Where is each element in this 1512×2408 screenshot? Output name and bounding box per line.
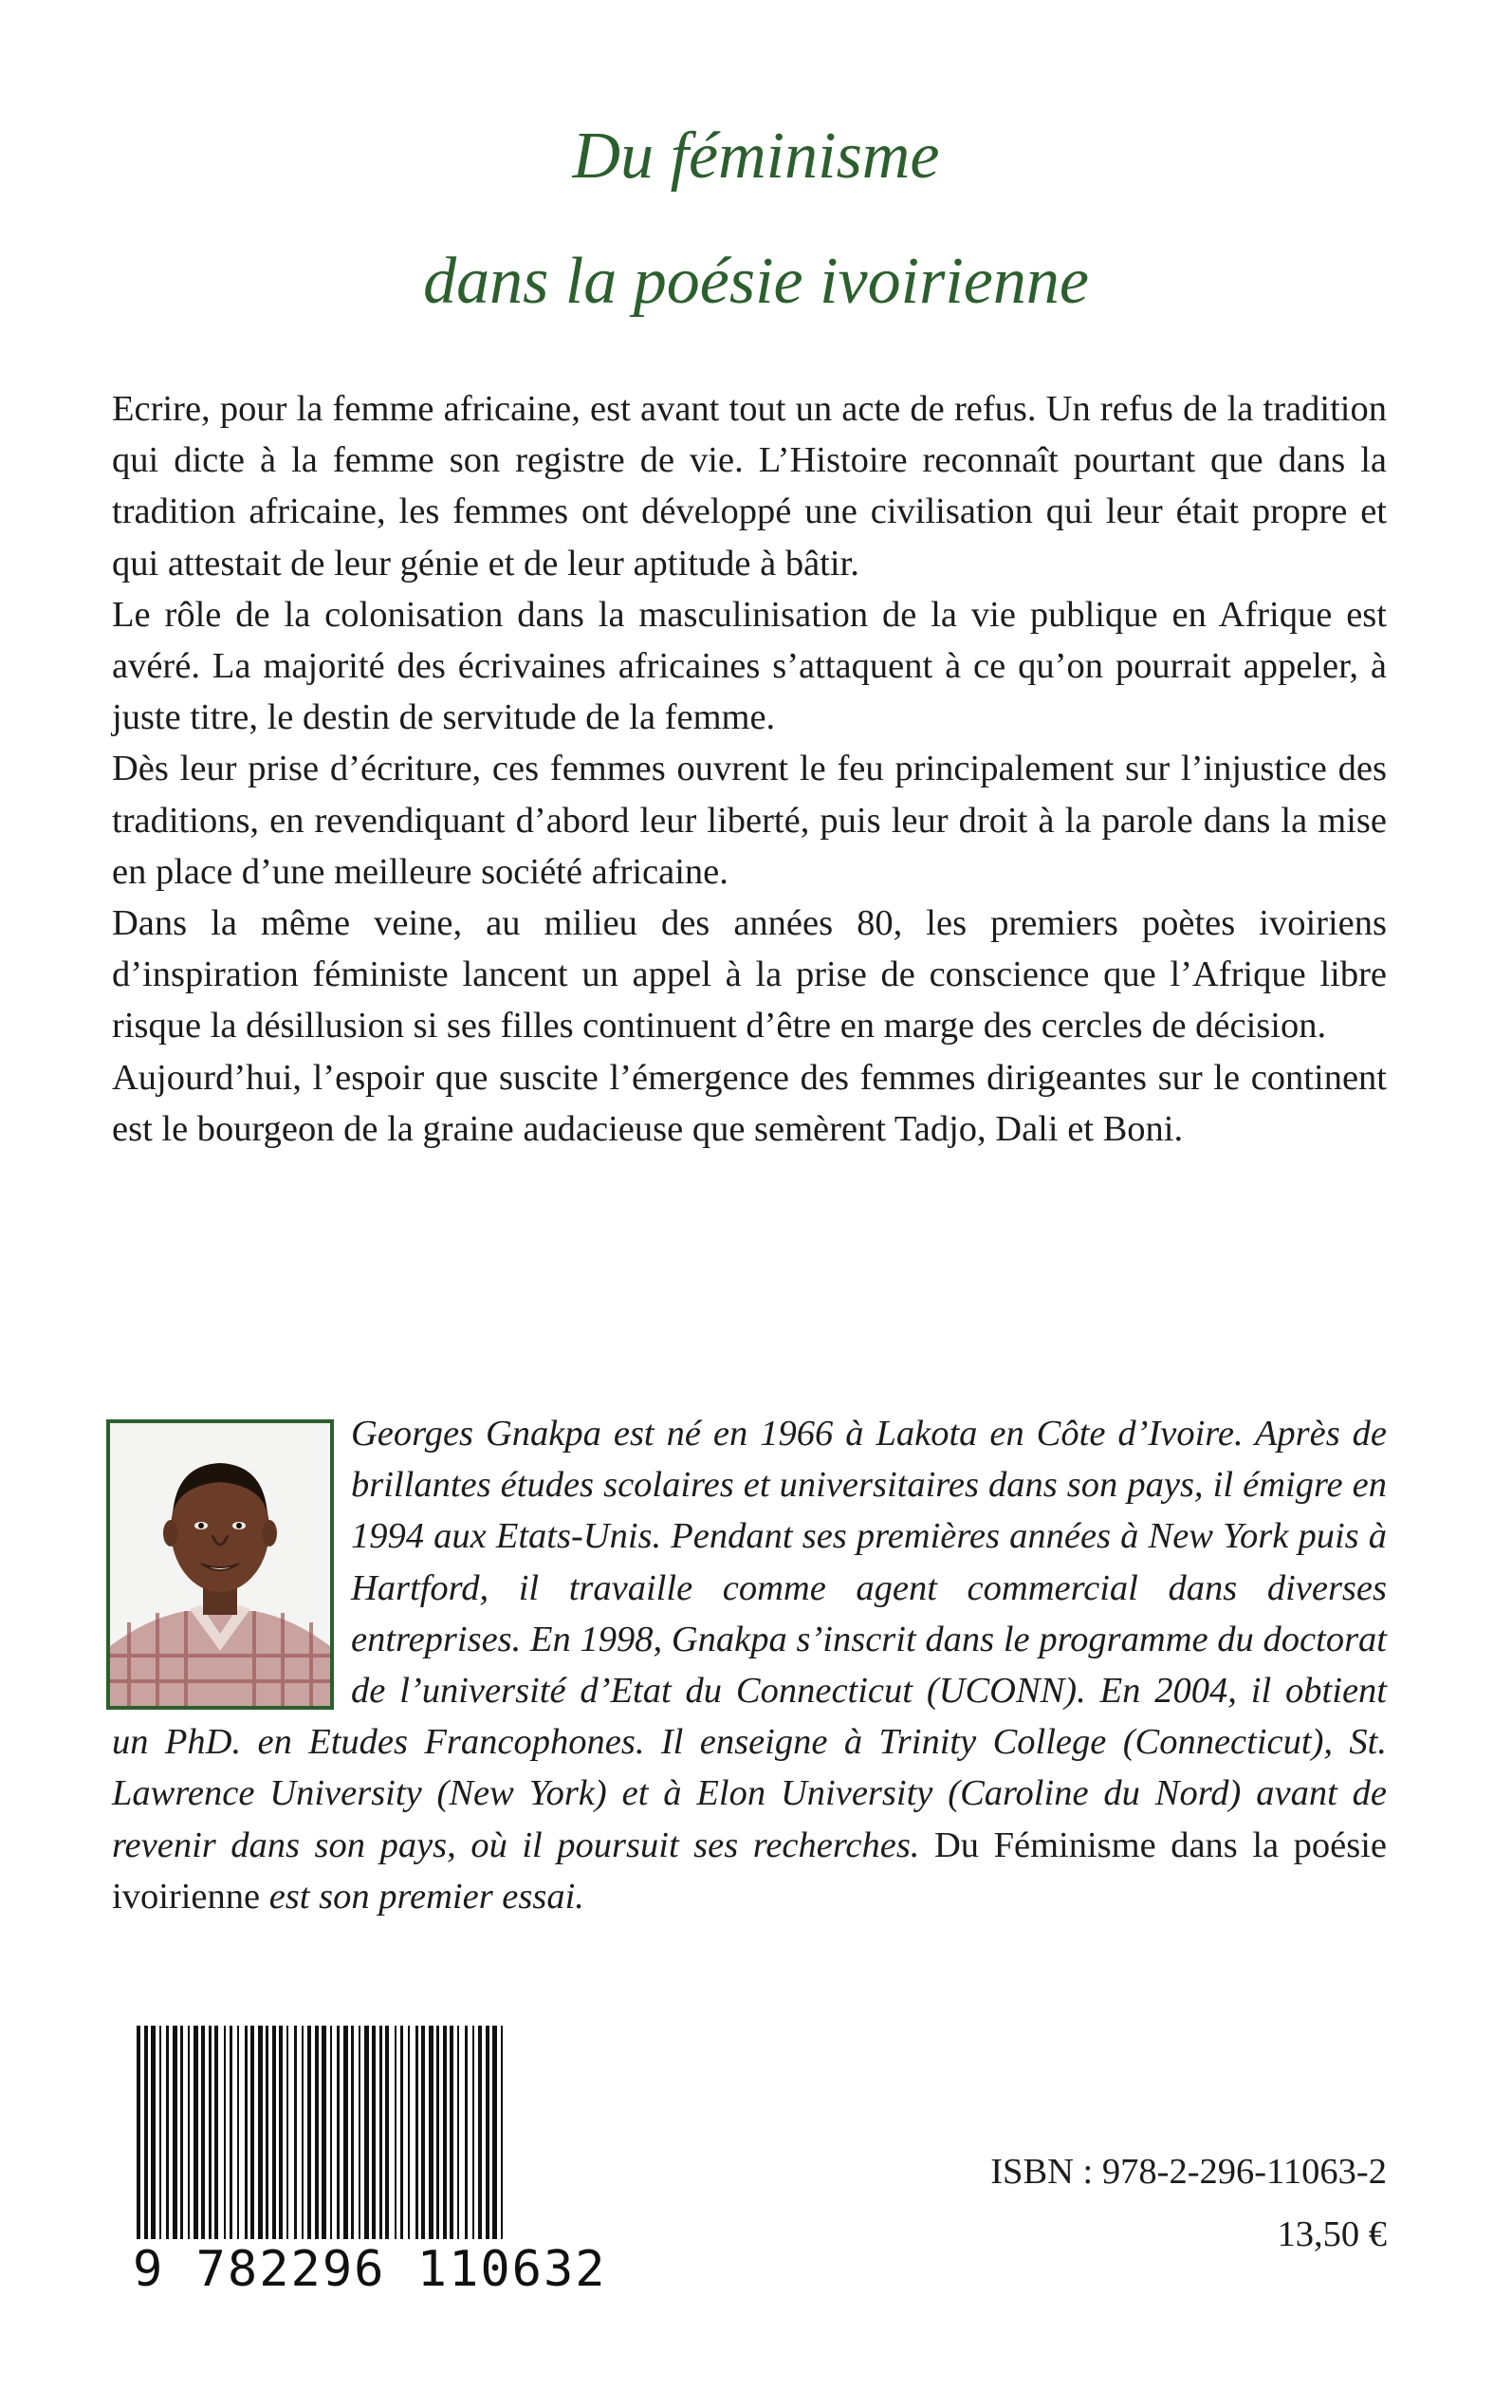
summary-text [112,383,1387,1155]
price: 13,50 € [1277,2214,1387,2254]
author-portrait-image [110,1423,330,1706]
barcode-bars [133,2026,512,2239]
book-title-reference: Du Féminisme dans la poésie ivoirienne [112,1825,1388,1917]
isbn: ISBN : 978-2-296-11063-2 [990,2152,1387,2192]
author-bio-end: est son premier essai. [268,1876,584,1917]
summary-paragraph: Dans la même veine, au milieu des années 80, les premiers poètes ivoiriens d’inspiration féministe lancent un appel à la prise de conscience que l’Afrique libre risque la désillusion si ses filles continuent d’être en marge des cercles de décision. [112,903,1387,1047]
author-bio-text: Georges Gnakpa est né en 1966 à Lakota en Côte d’Ivoire. Après de brillantes études scolaires et universitaires dans son pays, il émigre en 1994 aux Etats-Unis. Pendant ses premières années à New York puis à Hartford, il travaille comme agent commercial dans diverses entreprises. En 1998, Gnakpa s’inscrit dans le programme du doctorat de l’université d’Etat du Connecticut (UCONN). En 2004, il obtient un PhD. en Etudes Francophones. Il enseigne à Trinity College (Connecticut), St. Lawrence University (New York) et à Elon University (Caroline du Nord) avant de revenir dans son pays, où il poursuit ses recherches. [112,1414,1387,1865]
title-line-2: dans la poésie ivoirienne [423,245,1089,318]
summary-paragraph: Le rôle de la colonisation dans la masculinisation de la vie publique en Afrique est avéré. La majorité des écrivaines africaines s’attaquent à ce qu’on pourrait appeler, à juste titre, le destin de servitude de la femme. [112,594,1387,738]
summary-paragraph: Ecrire, pour la femme africaine, est avant tout un acte de refus. Un refus de la tradition qui dicte à la femme son registre de vie. L’Histoire reconnaît pourtant que dans la tradition africaine, les femmes ont développé une civilisation qui leur était propre et qui attestait de leur génie et de leur aptitude à bâtir. [112,389,1387,583]
summary-paragraph: Aujourd’hui, l’espoir que suscite l’émergence des femmes dirigeantes sur le continent est le bourgeon de la graine audacieuse que semèrent Tadjo, Dali et Boni. [112,1057,1387,1149]
title-line-1: Du féminisme [572,120,940,193]
summary-paragraph: Dès leur prise d’écriture, ces femmes ouvrent le feu principalement sur l’injustice des traditions, en revendiquant d’abord leur liberté, puis leur droit à la parole dans la mise en place d’une meilleure société africaine. [112,749,1387,892]
barcode-digits: 9 782296 110632 [133,2241,607,2298]
author-photo [106,1419,334,1710]
